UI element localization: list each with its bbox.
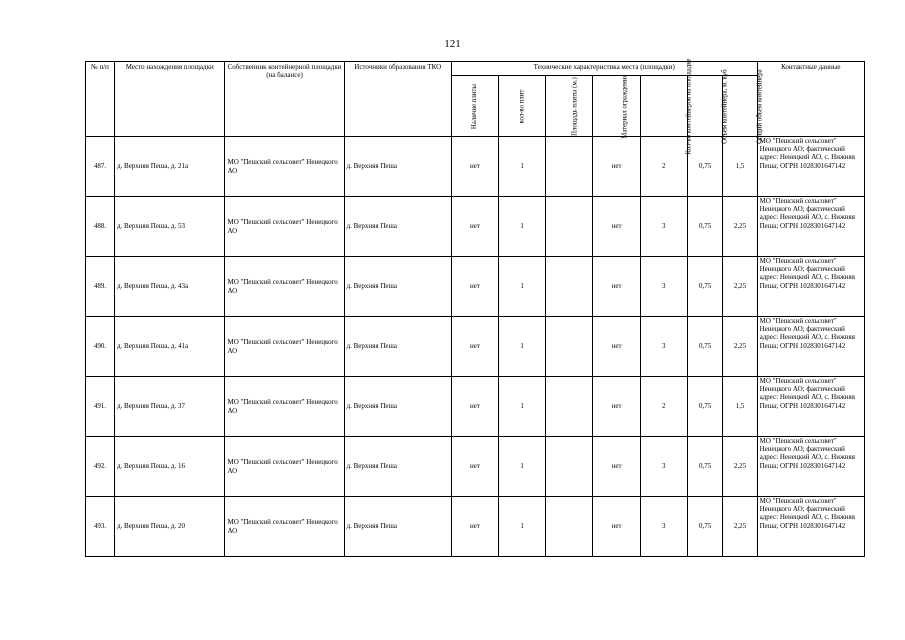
cell-num: 491. bbox=[86, 377, 115, 437]
cell-fence: нет bbox=[593, 137, 640, 197]
cell-containers: 3 bbox=[640, 437, 687, 497]
cell-plate-area bbox=[546, 377, 593, 437]
cell-source: д. Верхняя Пеша bbox=[344, 317, 451, 377]
cell-plate: нет bbox=[451, 497, 498, 557]
cell-fence: нет bbox=[593, 317, 640, 377]
table-row bbox=[86, 317, 865, 377]
header-contact: Контактные данные bbox=[757, 62, 864, 137]
cell-plate-area bbox=[546, 497, 593, 557]
cell-volume: 0,75 bbox=[687, 437, 722, 497]
cell-num: 488. bbox=[86, 197, 115, 257]
header-owner: Собственник контейнерной площадки (на балансе) bbox=[225, 62, 344, 137]
cell-total-volume: 2,25 bbox=[723, 437, 757, 497]
cell-owner: МО "Пешский сельсовет" Ненецкого АО bbox=[225, 137, 344, 197]
cell-owner: МО "Пешский сельсовет" Ненецкого АО bbox=[225, 377, 344, 437]
cell-plates-count: 1 bbox=[499, 497, 546, 557]
cell-volume: 0,75 bbox=[687, 497, 722, 557]
table-row bbox=[86, 197, 865, 257]
cell-location: д. Верхняя Пеша, д. 41а bbox=[114, 317, 225, 377]
cell-fence: нет bbox=[593, 497, 640, 557]
page-number: 121 bbox=[444, 38, 461, 50]
cell-total-volume: 2,25 bbox=[723, 497, 757, 557]
header-location: Место нахождения площадки bbox=[114, 62, 225, 137]
cell-plate: нет bbox=[451, 257, 498, 317]
cell-plate: нет bbox=[451, 197, 498, 257]
cell-plates-count: 1 bbox=[499, 197, 546, 257]
cell-location: д. Верхняя Пеша, д. 16 bbox=[114, 437, 225, 497]
cell-source: д. Верхняя Пеша bbox=[344, 197, 451, 257]
cell-total-volume: 2,25 bbox=[723, 197, 757, 257]
cell-num: 492. bbox=[86, 437, 115, 497]
header-plates-count: кол-во плит bbox=[499, 76, 546, 137]
cell-num: 487. bbox=[86, 137, 115, 197]
cell-volume: 0,75 bbox=[687, 137, 722, 197]
sites-table bbox=[85, 58, 865, 557]
cell-plates-count: 1 bbox=[499, 377, 546, 437]
cell-plates-count: 1 bbox=[499, 317, 546, 377]
cell-location: д. Верхняя Пеша, д. 43а bbox=[114, 257, 225, 317]
cell-plate-area bbox=[546, 257, 593, 317]
header-plate-area: Площадь плиты (м.) bbox=[546, 76, 593, 137]
header-plate: Наличие плиты bbox=[451, 76, 498, 137]
cell-plate-area bbox=[546, 437, 593, 497]
cell-contact: МО "Пешский сельсовет" Ненецкого АО; фактический адрес: Ненецкий АО, с. Нижняя Пеша; ОГРН 1028301647142 bbox=[757, 317, 864, 377]
cell-contact: МО "Пешский сельсовет" Ненецкого АО; фактический адрес: Ненецкий АО, с. Нижняя Пеша; ОГРН 1028301647142 bbox=[757, 377, 864, 437]
cell-plates-count: 1 bbox=[499, 437, 546, 497]
cell-owner: МО "Пешский сельсовет" Ненецкого АО bbox=[225, 437, 344, 497]
cell-plate: нет bbox=[451, 437, 498, 497]
table-row bbox=[86, 137, 865, 197]
table-row bbox=[86, 377, 865, 437]
cell-source: д. Верхняя Пеша bbox=[344, 257, 451, 317]
cell-volume: 0,75 bbox=[687, 197, 722, 257]
cell-contact: МО "Пешский сельсовет" Ненецкого АО; фактический адрес: Ненецкий АО, с. Нижняя Пеша; ОГРН 1028301647142 bbox=[757, 437, 864, 497]
cell-contact: МО "Пешский сельсовет" Ненецкого АО; фактический адрес: Ненецкий АО, с. Нижняя Пеша; ОГРН 1028301647142 bbox=[757, 257, 864, 317]
header-num: № п/п bbox=[86, 62, 115, 137]
header-volume: Объем контейнера, м. куб bbox=[687, 76, 722, 137]
header-tech: Технические характеристика места (площадки) bbox=[451, 62, 757, 76]
cell-containers: 2 bbox=[640, 377, 687, 437]
cell-num: 489. bbox=[86, 257, 115, 317]
cell-contact: МО "Пешский сельсовет" Ненецкого АО; фактический адрес: Ненецкий АО, с. Нижняя Пеша; ОГРН 1028301647142 bbox=[757, 497, 864, 557]
cell-owner: МО "Пешский сельсовет" Ненецкого АО bbox=[225, 497, 344, 557]
cell-plate: нет bbox=[451, 317, 498, 377]
cell-location: д. Верхняя Пеша, д. 20 bbox=[114, 497, 225, 557]
table-row bbox=[86, 497, 865, 557]
cell-contact: МО "Пешский сельсовет" Ненецкого АО; фактический адрес: Ненецкий АО, с. Нижняя Пеша; ОГРН 1028301647142 bbox=[757, 197, 864, 257]
cell-location: д. Верхняя Пеша, д. 21а bbox=[114, 137, 225, 197]
cell-location: д. Верхняя Пеша, д. 37 bbox=[114, 377, 225, 437]
cell-containers: 3 bbox=[640, 497, 687, 557]
cell-num: 490. bbox=[86, 317, 115, 377]
cell-plate-area bbox=[546, 137, 593, 197]
cell-containers: 3 bbox=[640, 197, 687, 257]
cell-location: д. Верхняя Пеша, д. 53 bbox=[114, 197, 225, 257]
cell-fence: нет bbox=[593, 377, 640, 437]
cell-total-volume: 2,25 bbox=[723, 257, 757, 317]
cell-plate: нет bbox=[451, 377, 498, 437]
cell-plates-count: 1 bbox=[499, 137, 546, 197]
cell-plate-area bbox=[546, 317, 593, 377]
cell-volume: 0,75 bbox=[687, 257, 722, 317]
cell-total-volume: 1,5 bbox=[723, 137, 757, 197]
cell-total-volume: 1,5 bbox=[723, 377, 757, 437]
cell-fence: нет bbox=[593, 197, 640, 257]
header-total-volume: Общий объем контейнера bbox=[723, 76, 757, 137]
cell-owner: МО "Пешский сельсовет" Ненецкого АО bbox=[225, 197, 344, 257]
cell-volume: 0,75 bbox=[687, 377, 722, 437]
table-row bbox=[86, 257, 865, 317]
cell-contact: МО "Пешский сельсовет" Ненецкого АО; фактический адрес: Ненецкий АО, с. Нижняя Пеша; ОГРН 1028301647142 bbox=[757, 137, 864, 197]
header-source: Источники образования ТКО bbox=[344, 62, 451, 137]
cell-num: 493. bbox=[86, 497, 115, 557]
cell-plate-area bbox=[546, 197, 593, 257]
cell-fence: нет bbox=[593, 257, 640, 317]
header-fence: Материал ограждения bbox=[593, 76, 640, 137]
cell-total-volume: 2,25 bbox=[723, 317, 757, 377]
cell-containers: 3 bbox=[640, 317, 687, 377]
cell-plates-count: 1 bbox=[499, 257, 546, 317]
cell-fence: нет bbox=[593, 437, 640, 497]
cell-containers: 3 bbox=[640, 257, 687, 317]
cell-source: д. Верхняя Пеша bbox=[344, 497, 451, 557]
cell-owner: МО "Пешский сельсовет" Ненецкого АО bbox=[225, 317, 344, 377]
cell-source: д. Верхняя Пеша bbox=[344, 377, 451, 437]
cell-owner: МО "Пешский сельсовет" Ненецкого АО bbox=[225, 257, 344, 317]
cell-volume: 0,75 bbox=[687, 317, 722, 377]
cell-source: д. Верхняя Пеша bbox=[344, 137, 451, 197]
cell-plate: нет bbox=[451, 137, 498, 197]
header-containers: Кол-во контейнеров на площадке bbox=[640, 76, 687, 137]
cell-source: д. Верхняя Пеша bbox=[344, 437, 451, 497]
cell-containers: 2 bbox=[640, 137, 687, 197]
table-row bbox=[86, 437, 865, 497]
